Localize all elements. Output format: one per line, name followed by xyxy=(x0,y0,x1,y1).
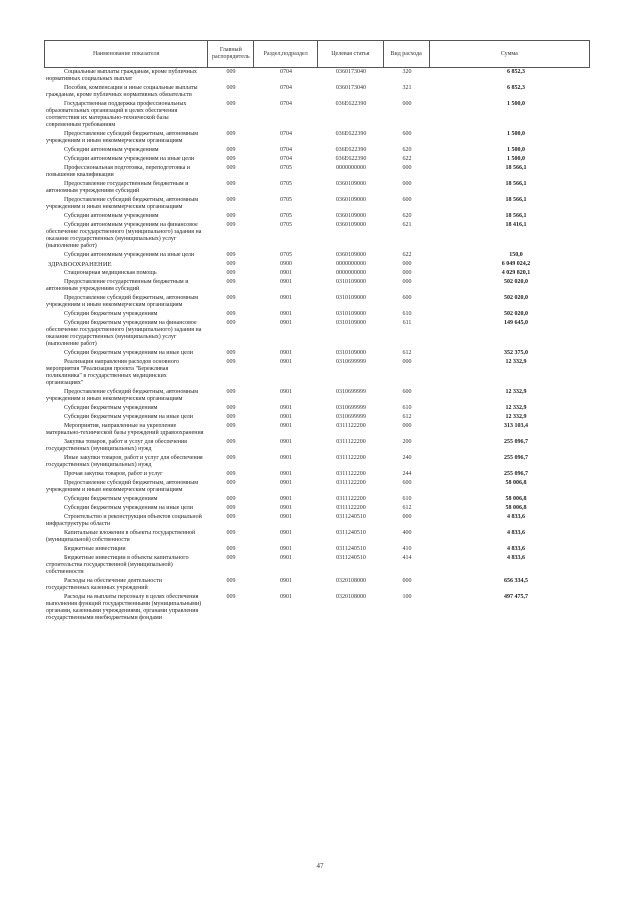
row-section: 0705 xyxy=(280,213,292,219)
row-section: 0901 xyxy=(280,359,292,365)
table-row xyxy=(44,130,590,146)
row-name: Расходы на обеспечение деятельности государственных казенных учреждений xyxy=(46,578,162,591)
row-main-manager: 009 xyxy=(226,496,236,502)
row-main-manager: 009 xyxy=(226,165,236,171)
header-sum: Сумма xyxy=(500,50,518,57)
row-expense-type: 600 xyxy=(402,295,412,301)
row-main-manager: 009 xyxy=(226,213,236,219)
row-sum: 4 833,6 xyxy=(507,530,525,536)
row-target-article: 036E622390 xyxy=(335,101,367,107)
row-expense-type: 000 xyxy=(402,359,412,365)
row-sum: 4 833,6 xyxy=(507,514,525,520)
table-row xyxy=(44,196,590,212)
row-section: 0705 xyxy=(280,252,292,258)
table-row xyxy=(44,388,590,404)
row-sum: 12 332,9 xyxy=(505,359,527,365)
row-main-manager: 009 xyxy=(226,555,236,561)
table-row xyxy=(44,310,590,319)
row-target-article: 0360109000 xyxy=(336,222,366,228)
row-name: Капитальные вложения в объекты государственной (муниципальной) собственности xyxy=(46,530,196,543)
row-main-manager: 009 xyxy=(226,514,236,520)
row-name: Субсидии бюджетным учреждениям на иные цели xyxy=(64,350,193,356)
header-main-manager: Главный распорядитель xyxy=(208,41,254,67)
row-name: Предоставление государственным бюджетным и автономным учреждениям субсидий xyxy=(46,279,189,292)
row-section: 0704 xyxy=(280,69,292,75)
row-target-article: 0000000000 xyxy=(336,165,366,171)
row-name: Предоставление субсидий бюджетным, автономным учреждениям и иным некоммерческим организациям xyxy=(46,131,199,144)
table-row xyxy=(44,470,590,479)
row-section: 0901 xyxy=(280,594,292,600)
row-target-article: 0311240510 xyxy=(336,546,366,552)
row-sum: 4 833,6 xyxy=(507,555,525,561)
row-name: Субсидии автономным учреждениям xyxy=(64,147,159,153)
row-name: Субсидии бюджетным учреждениям на иные цели xyxy=(64,505,193,511)
row-sum: 313 103,4 xyxy=(504,423,528,429)
row-section: 0901 xyxy=(280,311,292,317)
row-target-article: 0360173040 xyxy=(336,69,366,75)
row-section: 0901 xyxy=(280,405,292,411)
row-main-manager: 009 xyxy=(226,455,236,461)
header-section: Раздел,подраздел xyxy=(254,41,318,67)
row-name: Предоставление субсидий бюджетным, автономным учреждениям и иным некоммерческим организациям xyxy=(46,480,199,493)
table-row xyxy=(44,100,590,130)
header-name: Наименование показателя xyxy=(45,41,208,67)
row-name: Предоставление государственным бюджетным и автономным учреждениям субсидий xyxy=(46,181,189,194)
table-row xyxy=(44,554,590,577)
page-number: 47 xyxy=(316,862,324,870)
table-row xyxy=(44,319,590,349)
row-main-manager: 009 xyxy=(226,222,236,228)
row-main-manager: 009 xyxy=(226,405,236,411)
row-name: Государственная поддержка профессиональных образовательных организаций в целях обеспечения соответствия их материально-технической базы современным требованиям xyxy=(46,101,187,128)
table-row xyxy=(44,529,590,545)
row-target-article: 0310109000 xyxy=(336,279,366,285)
row-expense-type: 610 xyxy=(402,405,412,411)
table-row xyxy=(44,349,590,358)
row-expense-type: 240 xyxy=(402,455,412,461)
row-expense-type: 600 xyxy=(402,389,412,395)
row-expense-type: 414 xyxy=(402,555,412,561)
row-main-manager: 009 xyxy=(226,350,236,356)
table-row xyxy=(44,180,590,196)
row-expense-type: 244 xyxy=(402,471,412,477)
row-section: 0901 xyxy=(280,455,292,461)
row-name: Предоставление субсидий бюджетным, автономным учреждениям и иным некоммерческим организациям xyxy=(46,389,199,402)
row-expense-type: 600 xyxy=(402,131,412,137)
row-target-article: 0310109000 xyxy=(336,311,366,317)
row-name: Прочая закупка товаров, работ и услуг xyxy=(64,471,163,477)
row-main-manager: 009 xyxy=(226,261,236,267)
row-section: 0901 xyxy=(280,530,292,536)
table-row xyxy=(44,278,590,294)
row-target-article: 0320108000 xyxy=(336,578,366,584)
row-target-article: 0311122200 xyxy=(336,423,366,429)
row-target-article: 036E622390 xyxy=(335,156,367,162)
row-sum: 58 006,8 xyxy=(505,480,527,486)
table-row xyxy=(44,404,590,413)
row-name: Субсидии автономным учреждениям на иные цели xyxy=(64,156,195,162)
row-sum: 502 020,0 xyxy=(504,311,528,317)
row-section: 0704 xyxy=(280,131,292,137)
row-expense-type: 600 xyxy=(402,480,412,486)
row-section: 0901 xyxy=(280,555,292,561)
row-section: 0901 xyxy=(280,320,292,326)
row-section: 0901 xyxy=(280,514,292,520)
row-expense-type: 000 xyxy=(402,261,412,267)
row-main-manager: 009 xyxy=(226,423,236,429)
row-expense-type: 000 xyxy=(402,578,412,584)
row-target-article: 0311240510 xyxy=(336,514,366,520)
row-target-article: 0310109000 xyxy=(336,350,366,356)
row-sum: 352 375,0 xyxy=(504,350,528,356)
row-sum: 6 049 024,2 xyxy=(501,261,531,267)
table-row xyxy=(44,164,590,180)
row-main-manager: 009 xyxy=(226,85,236,91)
row-name: Субсидии бюджетным учреждениям xyxy=(64,311,158,317)
row-sum: 18 566,1 xyxy=(505,213,527,219)
row-name: Предоставление субсидий бюджетным, автономным учреждениям и иным некоммерческим организациям xyxy=(46,197,199,210)
row-sum: 1 500,0 xyxy=(507,147,525,153)
row-section: 0901 xyxy=(280,439,292,445)
row-main-manager: 009 xyxy=(226,530,236,536)
row-main-manager: 009 xyxy=(226,320,236,326)
row-target-article: 0311240510 xyxy=(336,555,366,561)
row-sum: 6 852,3 xyxy=(507,69,525,75)
row-target-article: 036E622390 xyxy=(335,147,367,153)
row-expense-type: 612 xyxy=(402,350,412,356)
row-sum: 255 096,7 xyxy=(504,471,528,477)
row-name: Расходы на выплаты персоналу в целях обеспечения выполнения функций государственными (муниципальными) органами, казенными учреждениями, органами управления государственными внебюджетными фондами xyxy=(46,594,202,621)
row-expense-type: 000 xyxy=(402,101,412,107)
row-sum: 502 020,0 xyxy=(504,295,528,301)
row-section: 0704 xyxy=(280,101,292,107)
table-row xyxy=(44,221,590,251)
row-name: ЗДРАВООХРАНЕНИЕ xyxy=(48,261,112,268)
row-expense-type: 000 xyxy=(402,270,412,276)
row-section: 0901 xyxy=(280,279,292,285)
row-sum: 656 334,5 xyxy=(504,578,528,584)
row-section: 0901 xyxy=(280,295,292,301)
row-expense-type: 621 xyxy=(402,222,412,228)
table-row xyxy=(44,413,590,422)
table-row xyxy=(44,545,590,554)
row-main-manager: 009 xyxy=(226,181,236,187)
row-name: Профессиональная подготовка, переподготовка и повышение квалификации xyxy=(46,165,190,178)
row-main-manager: 009 xyxy=(226,270,236,276)
row-target-article: 0311122200 xyxy=(336,471,366,477)
row-name: Субсидии бюджетным учреждениям на иные цели xyxy=(64,414,193,420)
row-target-article: 0360109000 xyxy=(336,181,366,187)
row-sum: 1 500,0 xyxy=(507,156,525,162)
row-name: Строительство и реконструкция объектов социальной инфраструктуры области xyxy=(46,514,202,527)
row-section: 0901 xyxy=(280,471,292,477)
table-row xyxy=(44,513,590,529)
row-name: Бюджетные инвестиции в объекты капитального строительства государственной (муниципальной) собственности xyxy=(46,555,189,575)
row-expense-type: 000 xyxy=(402,423,412,429)
table-row xyxy=(44,454,590,470)
row-sum: 255 096,7 xyxy=(504,439,528,445)
row-main-manager: 009 xyxy=(226,101,236,107)
row-main-manager: 009 xyxy=(226,197,236,203)
row-section: 0901 xyxy=(280,414,292,420)
row-sum: 12 332,9 xyxy=(505,405,527,411)
table-row xyxy=(44,593,590,623)
row-target-article: 0311122200 xyxy=(336,505,366,511)
row-section: 0704 xyxy=(280,147,292,153)
row-expense-type: 100 xyxy=(402,594,412,600)
row-name: Стационарная медицинская помощь xyxy=(64,270,157,276)
row-section: 0900 xyxy=(280,261,292,267)
row-target-article: 0310699999 xyxy=(336,359,366,365)
row-target-article: 0310699999 xyxy=(336,389,366,395)
budget-table xyxy=(44,40,590,623)
row-section: 0901 xyxy=(280,270,292,276)
row-target-article: 0311122200 xyxy=(336,496,366,502)
row-sum: 150,0 xyxy=(509,252,523,258)
row-expense-type: 610 xyxy=(402,311,412,317)
row-sum: 4 029 820,1 xyxy=(501,270,531,276)
row-expense-type: 620 xyxy=(402,147,412,153)
row-main-manager: 009 xyxy=(226,69,236,75)
row-sum: 4 833,6 xyxy=(507,546,525,552)
row-expense-type: 611 xyxy=(402,320,412,326)
table-row xyxy=(44,479,590,495)
row-name: Субсидии автономным учреждениям на иные цели xyxy=(64,252,195,258)
row-name: Субсидии автономным учреждениям xyxy=(64,213,159,219)
row-expense-type: 612 xyxy=(402,505,412,511)
row-section: 0705 xyxy=(280,197,292,203)
row-target-article: 0311122200 xyxy=(336,480,366,486)
row-sum: 18 566,1 xyxy=(505,165,527,171)
table-header xyxy=(44,40,590,68)
row-expense-type: 321 xyxy=(402,85,412,91)
row-section: 0704 xyxy=(280,85,292,91)
row-section: 0901 xyxy=(280,350,292,356)
row-main-manager: 009 xyxy=(226,359,236,365)
row-section: 0901 xyxy=(280,389,292,395)
row-section: 0705 xyxy=(280,165,292,171)
row-name: Субсидии бюджетным учреждениям на финансовое обеспечение государственного (муниципального) задания на оказание государственных (муниципальных) услуг (выполнение работ) xyxy=(46,320,202,347)
row-expense-type: 600 xyxy=(402,197,412,203)
row-target-article: 0360109000 xyxy=(336,213,366,219)
table-row xyxy=(44,358,590,388)
row-name: Субсидии бюджетным учреждениям xyxy=(64,405,158,411)
row-sum: 58 006,8 xyxy=(505,505,527,511)
row-target-article: 0360109000 xyxy=(336,197,366,203)
row-main-manager: 009 xyxy=(226,414,236,420)
row-expense-type: 000 xyxy=(402,181,412,187)
row-target-article: 0360109000 xyxy=(336,252,366,258)
row-sum: 58 006,8 xyxy=(505,496,527,502)
row-main-manager: 009 xyxy=(226,295,236,301)
row-target-article: 0310109000 xyxy=(336,295,366,301)
row-target-article: 0311122200 xyxy=(336,439,366,445)
header-expense-type: Вид расхода xyxy=(384,41,430,67)
row-section: 0705 xyxy=(280,181,292,187)
row-sum: 18 416,1 xyxy=(505,222,527,228)
row-name: Закупка товаров, работ и услуг для обеспечения государственных (муниципальных) нужд xyxy=(46,439,187,452)
row-name: Бюджетные инвестиции xyxy=(64,546,126,552)
row-section: 0901 xyxy=(280,423,292,429)
row-sum: 502 020,0 xyxy=(504,279,528,285)
row-main-manager: 009 xyxy=(226,505,236,511)
row-sum: 255 096,7 xyxy=(504,455,528,461)
row-expense-type: 000 xyxy=(402,165,412,171)
table-row xyxy=(44,294,590,310)
row-section: 0704 xyxy=(280,156,292,162)
row-target-article: 0310109000 xyxy=(336,320,366,326)
row-target-article: 0320108000 xyxy=(336,594,366,600)
row-expense-type: 000 xyxy=(402,279,412,285)
row-main-manager: 009 xyxy=(226,578,236,584)
row-expense-type: 200 xyxy=(402,439,412,445)
row-target-article: 0310699999 xyxy=(336,405,366,411)
row-sum: 497 475,7 xyxy=(504,594,528,600)
row-sum: 149 645,0 xyxy=(504,320,528,326)
row-name: Предоставление субсидий бюджетным, автономным учреждениям и иным некоммерческим организациям xyxy=(46,295,199,308)
table-row xyxy=(44,84,590,100)
row-section: 0901 xyxy=(280,496,292,502)
row-expense-type: 610 xyxy=(402,496,412,502)
row-target-article: 0000000000 xyxy=(336,270,366,276)
row-section: 0901 xyxy=(280,546,292,552)
table-row xyxy=(44,212,590,221)
row-name: Субсидии бюджетным учреждениям xyxy=(64,496,158,502)
row-main-manager: 009 xyxy=(226,156,236,162)
row-expense-type: 000 xyxy=(402,514,412,520)
row-target-article: 0310699999 xyxy=(336,414,366,420)
table-row xyxy=(44,269,590,278)
row-main-manager: 009 xyxy=(226,439,236,445)
row-section: 0901 xyxy=(280,578,292,584)
table-row xyxy=(44,155,590,164)
row-expense-type: 410 xyxy=(402,546,412,552)
row-sum: 6 852,3 xyxy=(507,85,525,91)
row-target-article: 0311122200 xyxy=(336,455,366,461)
row-expense-type: 622 xyxy=(402,252,412,258)
row-sum: 1 500,0 xyxy=(507,131,525,137)
table-row xyxy=(44,251,590,260)
row-name: Реализация направления расходов основного мероприятия "Реализация проекта "Бережливая поликлиника" в государственных медицинских организациях" xyxy=(46,359,180,386)
table-row xyxy=(44,260,590,269)
row-name: Социальные выплаты гражданам, кроме публичных нормативных социальных выплат xyxy=(46,69,197,82)
row-main-manager: 009 xyxy=(226,252,236,258)
row-target-article: 0311240510 xyxy=(336,530,366,536)
row-expense-type: 622 xyxy=(402,156,412,162)
row-target-article: 036E622390 xyxy=(335,131,367,137)
row-section: 0901 xyxy=(280,480,292,486)
row-target-article: 0000000000 xyxy=(336,261,366,267)
row-expense-type: 320 xyxy=(402,69,412,75)
row-expense-type: 620 xyxy=(402,213,412,219)
table-row xyxy=(44,504,590,513)
header-target-article: Целевая статья xyxy=(318,41,384,67)
row-sum: 18 566,1 xyxy=(505,197,527,203)
row-name: Иные закупки товаров, работ и услуг для обеспечения государственных (муниципальных) нужд xyxy=(46,455,203,468)
row-main-manager: 009 xyxy=(226,279,236,285)
row-sum: 12 332,9 xyxy=(505,414,527,420)
row-main-manager: 009 xyxy=(226,471,236,477)
row-main-manager: 009 xyxy=(226,594,236,600)
row-name: Мероприятия, направленные на укрепление материально-технической базы учреждений здравоохранения xyxy=(46,423,204,436)
row-main-manager: 009 xyxy=(226,131,236,137)
table-row xyxy=(44,495,590,504)
row-main-manager: 009 xyxy=(226,389,236,395)
row-target-article: 0360173040 xyxy=(336,85,366,91)
row-expense-type: 400 xyxy=(402,530,412,536)
table-row xyxy=(44,422,590,438)
table-body xyxy=(44,68,590,623)
row-main-manager: 009 xyxy=(226,480,236,486)
row-expense-type: 612 xyxy=(402,414,412,420)
row-main-manager: 009 xyxy=(226,546,236,552)
table-row xyxy=(44,577,590,593)
row-name: Субсидии автономным учреждениям на финансовое обеспечение государственного (муниципального) задания на оказание государственных (муниципальных) услуг (выполнение работ) xyxy=(46,222,202,249)
row-sum: 1 500,0 xyxy=(507,101,525,107)
table-row xyxy=(44,438,590,454)
row-section: 0901 xyxy=(280,505,292,511)
table-row xyxy=(44,146,590,155)
row-sum: 12 332,9 xyxy=(505,389,527,395)
row-sum: 18 566,1 xyxy=(505,181,527,187)
row-section: 0705 xyxy=(280,222,292,228)
row-main-manager: 009 xyxy=(226,311,236,317)
row-main-manager: 009 xyxy=(226,147,236,153)
table-row xyxy=(44,68,590,84)
row-name: Пособия, компенсации и иные социальные выплаты гражданам, кроме публичных нормативных обязательств xyxy=(46,85,198,98)
